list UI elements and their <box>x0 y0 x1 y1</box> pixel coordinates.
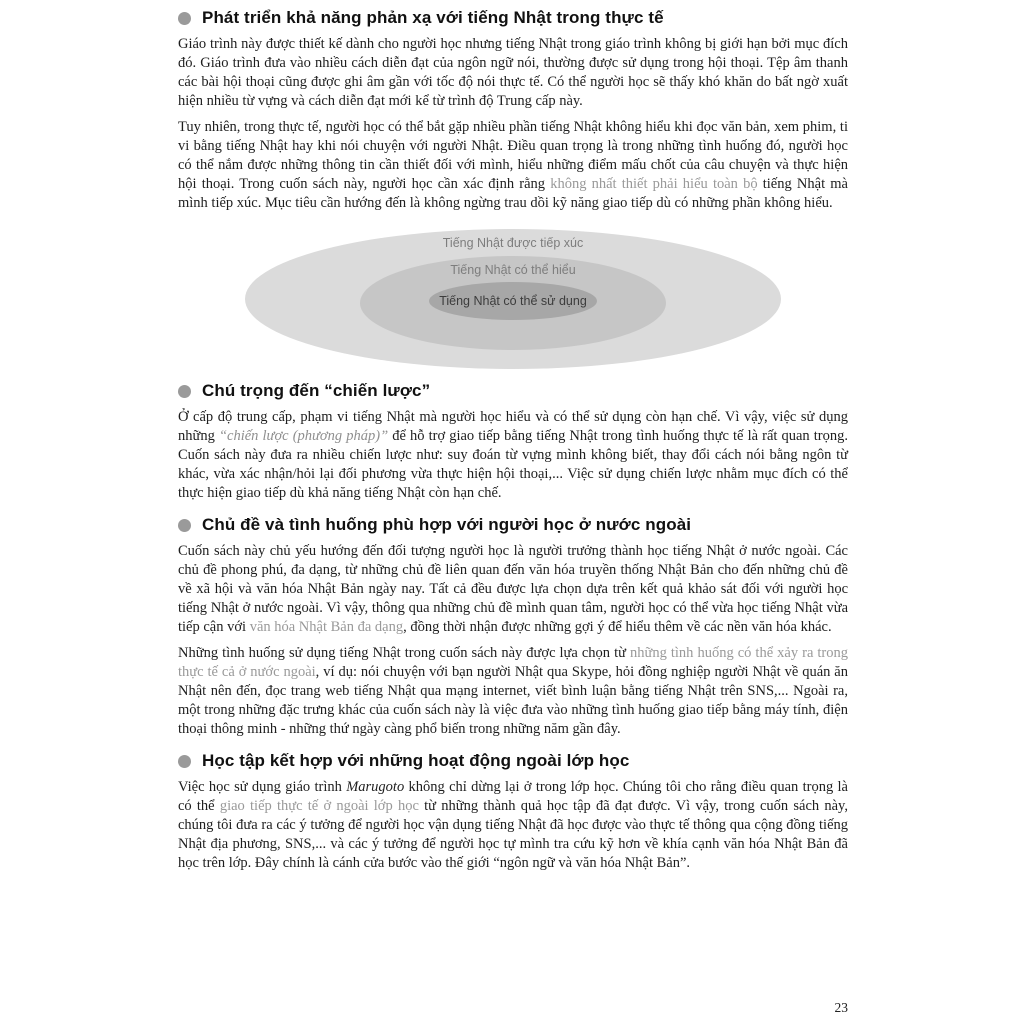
paragraph <box>178 35 848 111</box>
section-heading-strategy <box>178 381 848 401</box>
venn-middle-ellipse <box>360 256 666 350</box>
section-heading-reflex-skill <box>178 8 848 28</box>
document-page <box>178 6 848 880</box>
bullet-icon <box>178 755 191 768</box>
nested-ellipse-diagram <box>243 223 783 369</box>
text-run: không chỉ dừng lại ở trong lớp học. Chúng tôi cho rằng điều quan trọng là có thể <box>178 779 848 814</box>
gray-emphasis-text: giao tiếp thực tế ở ngoài lớp học <box>219 798 419 814</box>
paragraph <box>178 408 848 503</box>
bullet-icon <box>178 12 191 25</box>
bullet-icon <box>178 385 191 398</box>
paragraph <box>178 644 848 739</box>
page-number: 23 <box>834 1000 848 1015</box>
venn-inner-label: Tiếng Nhật có thể sử dụng <box>439 294 587 308</box>
italic-emphasis-text: “chiến lược (phương pháp)” <box>218 428 389 444</box>
venn-middle-label: Tiếng Nhật có thể hiểu <box>450 263 576 277</box>
text-run: , đồng thời nhận được những gợi ý để hiểu thêm về các nền văn hóa khác. <box>403 619 832 635</box>
text-run: Tuy nhiên, trong thực tế, người học có thể bắt gặp nhiều phần tiếng Nhật không hiểu khi đọc văn bản, xem phim, ti vi bằng tiếng Nhật hay khi nói chuyện với người Nhật. Điều quan trọng là trong những tình huống đó, người học có thể nắm được những thông tin cần thiết đối với mình, hiểu những điểm mấu chốt của câu chuyện và thực hiện hội thoại. Trong cuốn sách này, người học cần xác định rằng <box>178 119 848 192</box>
section-heading-outside-class <box>178 751 848 771</box>
paragraph <box>178 778 848 873</box>
venn-inner-ellipse <box>429 282 597 320</box>
paragraph <box>178 118 848 213</box>
text-run: để hỗ trợ giao tiếp bằng tiếng Nhật trong tình huống thực tế là rất quan trọng. Cuốn sách này đưa ra nhiều chiến lược như: suy đoán từ vựng mình không biết, thay đổi cách nói bằng ngôn từ khác, vừa xác nhận/hỏi lại đối phương vừa thực hiện hội thoại,... Việc sử dụng chiến lược nhằm mục đích có thể thực hiện giao tiếp dù khả năng tiếng Nhật còn hạn chế. <box>178 428 848 501</box>
bullet-icon <box>178 519 191 532</box>
paragraph <box>178 542 848 637</box>
venn-outer-ellipse <box>245 229 781 369</box>
book-title-italic: Marugoto <box>346 779 405 795</box>
text-run: , ví dụ: nói chuyện với bạn người Nhật qua Skype, hỏi đồng nghiệp người Nhật về quán ăn Nhật nên đến, đọc trang web tiếng Nhật qua mạng internet, viết bình luận bằng tiếng Nhật trên SNS,... Ngoài ra, một trong những đặc trưng khác của cuốn sách này là việc đưa vào những tình huống giao tiếp bằng máy tính, điện thoại thông minh - những thứ ngày càng phổ biến trong những năm gần đây. <box>178 664 848 737</box>
section-heading-topics <box>178 515 848 535</box>
venn-outer-label: Tiếng Nhật được tiếp xúc <box>442 236 584 250</box>
section-heading-text: Phát triển khả năng phản xạ với tiếng Nhật trong thực tế <box>202 8 664 27</box>
text-run: Ở cấp độ trung cấp, phạm vi tiếng Nhật mà người học hiểu và có thể sử dụng còn hạn chế. Vì vậy, việc sử dụng những <box>178 409 848 444</box>
section-heading-text: Chú trọng đến “chiến lược” <box>202 381 431 400</box>
gray-emphasis-text: văn hóa Nhật Bản đa dạng <box>249 619 404 635</box>
section-heading-text: Học tập kết hợp với những hoạt động ngoài lớp học <box>202 751 630 770</box>
text-run: tiếng Nhật mà mình tiếp xúc. Mục tiêu cần hướng đến là không ngừng trau dồi kỹ năng giao tiếp dù có những phần không hiểu. <box>178 176 848 211</box>
text-run: từ những thành quả học tập đã đạt được. Vì vậy, trong cuốn sách này, chúng tôi đưa ra các ý tưởng để người học vận dụng tiếng Nhật đã học được vào thực tế thông qua cộng đồng tiếng Nhật địa phương, SNS,... và các ý tưởng để người học tự mình tra cứu kỹ hơn về khía cạnh văn hóa Nhật Bản đã học trên lớp. Đây chính là cánh cửa bước vào thế giới “ngôn ngữ và văn hóa Nhật Bản”. <box>178 798 848 871</box>
text-run: Việc học sử dụng giáo trình <box>178 779 347 795</box>
gray-emphasis-text: những tình huống có thể xảy ra trong thực tế cả ở nước ngoài <box>178 645 849 680</box>
text-run: Giáo trình này được thiết kế dành cho người học nhưng tiếng Nhật trong giáo trình không bị giới hạn bởi mục đích đó. Giáo trình đưa vào nhiều cách diễn đạt của ngôn ngữ nói, thường được sử dụng trong hội thoại. Tệp âm thanh các bài hội thoại cũng được ghi âm gần với tốc độ nói thực tế. Có thể người học sẽ thấy khó khăn do bất ngờ xuất hiện nhiều từ vựng và cách diễn đạt mới kể từ trình độ Trung cấp này. <box>178 36 848 109</box>
gray-emphasis-text: không nhất thiết phải hiểu toàn bộ <box>550 176 758 192</box>
section-heading-text: Chủ đề và tình huống phù hợp với người học ở nước ngoài <box>202 515 692 534</box>
text-run: Những tình huống sử dụng tiếng Nhật trong cuốn sách này được lựa chọn từ <box>178 645 630 661</box>
text-run: Cuốn sách này chủ yếu hướng đến đối tượng người học là người trưởng thành học tiếng Nhật ở nước ngoài. Các chủ đề phong phú, đa dạng, từ những chủ đề liên quan đến văn hóa truyền thống Nhật Bản cho đến những chủ đề về xã hội và văn hóa Nhật Bản ngày nay. Tất cả đều được lựa chọn dựa trên kết quả khảo sát đối với người học tiếng Nhật ở nước ngoài. Vì vậy, thông qua những chủ đề mình quan tâm, người học có thể vừa học tiếng Nhật vừa tiếp cận với <box>178 543 848 635</box>
